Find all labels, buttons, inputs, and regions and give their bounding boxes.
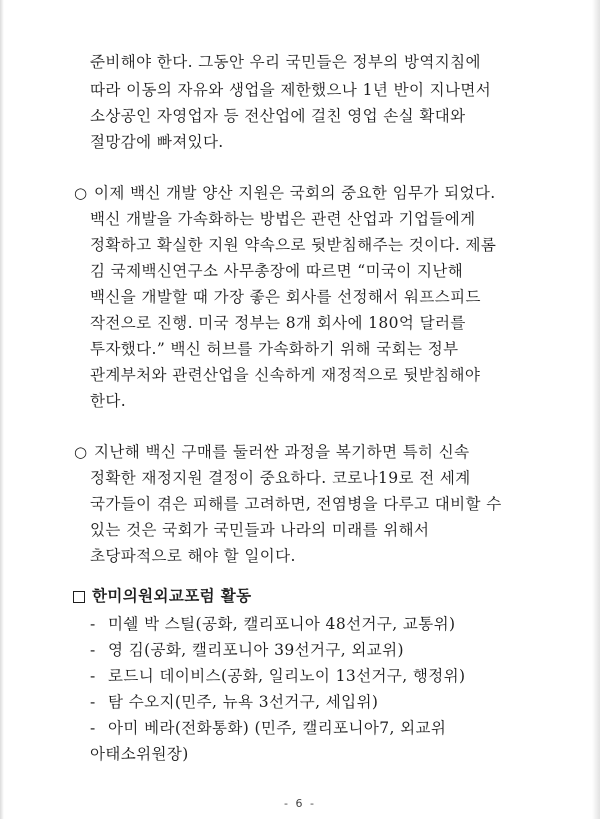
bullet-line: 국가들이 겪은 피해를 고려하면, 전염병을 다루고 대비할 수 <box>90 495 502 513</box>
list-item: 로드니 데이비스(공화, 일리노이 13선거구, 행정위) <box>108 667 466 685</box>
bullet-line: 정확한 재정지원 결정이 중요하다. 코로나19로 전 세계 <box>90 469 471 487</box>
bullet-line: 백신을 개발할 때 가장 좋은 회사를 선정해서 워프스피드 <box>90 288 481 306</box>
section-title: 한미의원외교포럼 활동 <box>92 586 252 605</box>
bullet-line: 작전으로 진행. 미국 정부는 8개 회사에 180억 달러를 <box>90 314 466 332</box>
bullet-line: 이제 백신 개발 양산 지원은 국회의 중요한 임무가 되었다. <box>94 184 496 202</box>
bullet-circle-icon: ○ <box>74 443 88 461</box>
list-item: 아미 베라(전화통화) (민주, 캘리포니아7, 외교위 <box>108 719 447 737</box>
bullet-line: 백신 개발을 가속화하는 방법은 관련 산업과 기업들에게 <box>90 210 476 228</box>
bullet-circle-icon: ○ <box>74 184 88 202</box>
bullet-line: 있는 것은 국회가 국민들과 나라의 미래를 위해서 <box>90 521 430 539</box>
list-dash: - <box>90 615 96 633</box>
list-item: 영 김(공화, 캘리포니아 39선거구, 외교위) <box>108 641 404 659</box>
list-dash: - <box>90 693 96 711</box>
list-dash: - <box>90 641 96 659</box>
intro-line: 소상공인 자영업자 등 전산업에 걸친 영업 손실 확대와 <box>90 107 466 125</box>
bullet-line: 정확하고 확실한 지원 약속으로 뒷받침해주는 것이다. 제롬 <box>90 236 497 254</box>
intro-line: 준비해야 한다. 그동안 우리 국민들은 정부의 방역지침에 <box>90 53 481 71</box>
bullet-line: 지난해 백신 구매를 둘러싼 과정을 복기하면 특히 신속 <box>94 443 470 461</box>
bullet-line: 투자했다.” 백신 허브를 가속화하기 위해 국회는 정부 <box>90 340 459 358</box>
intro-line: 따라 이동의 자유와 생업을 제한했으나 1년 반이 지나면서 <box>90 81 492 99</box>
list-item-continuation: 아태소위원장) <box>90 745 189 763</box>
bullet-line: 관계부처와 관련산업을 신속하게 재정적으로 뒷받침해야 <box>90 366 481 384</box>
list-item: 탐 수오지(민주, 뉴욕 3선거구, 세입위) <box>108 693 379 711</box>
list-dash: - <box>90 719 96 737</box>
intro-line: 절망감에 빠져있다. <box>90 133 224 151</box>
list-dash: - <box>90 667 96 685</box>
square-checkbox-icon <box>73 591 85 603</box>
bullet-line: 초당파적으로 해야 할 일이다. <box>90 547 296 565</box>
bullet-line: 김 국제백신연구소 사무총장에 따르면 “미국이 지난해 <box>90 262 464 280</box>
list-item: 미쉘 박 스틸(공화, 캘리포니아 48선거구, 교통위) <box>108 615 456 633</box>
bullet-line: 한다. <box>90 392 127 410</box>
page-number: - 6 - <box>284 797 316 810</box>
